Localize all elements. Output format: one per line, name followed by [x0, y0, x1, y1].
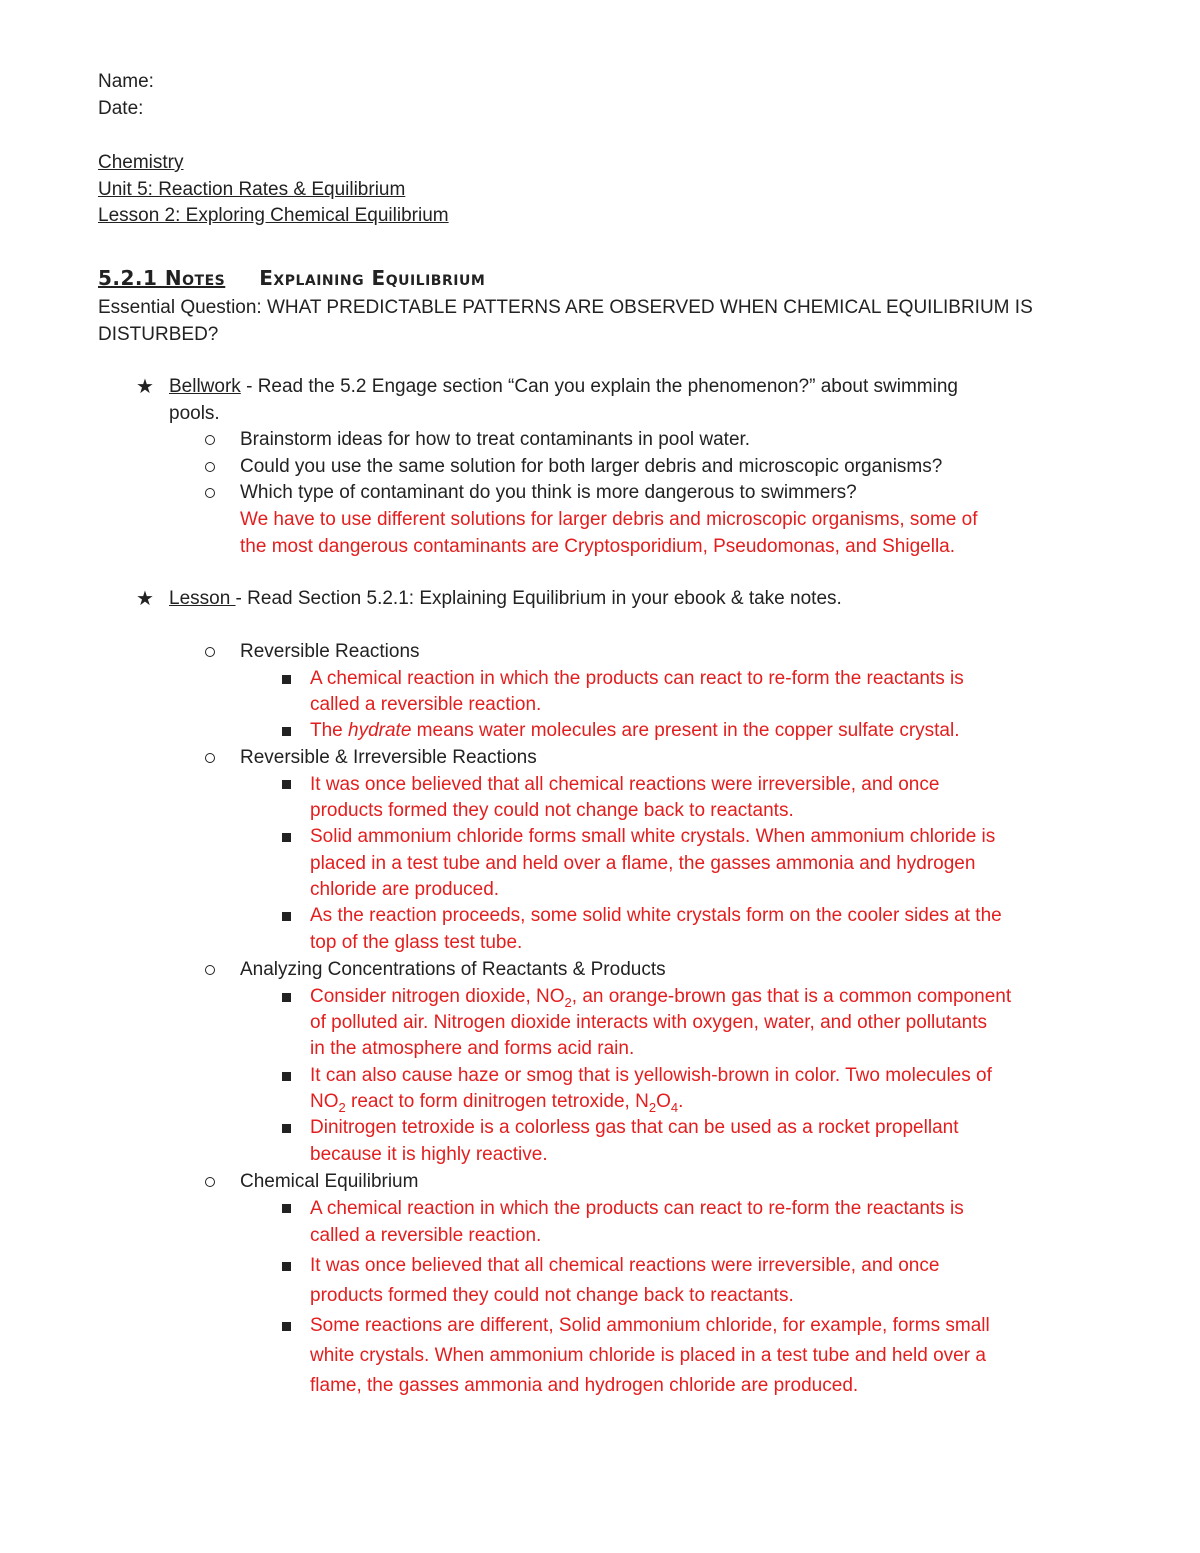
- star-bullet-icon: ★: [136, 588, 154, 610]
- square-bullet-icon: [282, 675, 291, 684]
- note-line: in the atmosphere and forms acid rain.: [310, 1038, 635, 1059]
- circle-bullet-icon: [205, 435, 215, 445]
- note-line: As the reaction proceeds, some solid white crystals form on the cooler sides at the: [310, 905, 1002, 926]
- circle-bullet-icon: [205, 488, 215, 498]
- square-bullet-icon: [282, 993, 291, 1002]
- square-bullet-icon: [282, 1072, 291, 1081]
- note-line: It was once believed that all chemical reactions were irreversible, and once: [310, 774, 940, 795]
- note-line: of polluted air. Nitrogen dioxide interacts with oxygen, water, and other pollutants: [310, 1012, 988, 1033]
- note-line: white crystals. When ammonium chloride is placed in a test tube and held over a: [310, 1345, 986, 1366]
- lesson-line: [169, 586, 842, 612]
- square-bullet-icon: [282, 1124, 291, 1133]
- bellwork-text: - Read the 5.2 Engage section “Can you explain the phenomenon?” about swimming: [240, 376, 958, 397]
- note-line: called a reversible reaction.: [310, 694, 542, 715]
- bellwork-item: Which type of contaminant do you think is more dangerous to swimmers?: [240, 482, 857, 503]
- note-line: flame, the gasses ammonia and hydrogen chloride are produced.: [310, 1375, 859, 1396]
- note-line-no2: [310, 984, 1011, 1010]
- note-line: products formed they could not change back to reactants.: [310, 1285, 794, 1306]
- note-line: placed in a test tube and held over a flame, the gasses ammonia and hydrogen: [310, 853, 976, 874]
- bellwork-answer-line1: We have to use different solutions for larger debris and microscopic organisms, some of: [240, 509, 978, 530]
- square-bullet-icon: [282, 727, 291, 736]
- square-bullet-icon: [282, 912, 291, 921]
- subscript: 2: [564, 994, 572, 1010]
- square-bullet-icon: [282, 1262, 291, 1271]
- note-line-hydrate: [310, 718, 960, 744]
- subscript: 2: [648, 1099, 657, 1115]
- note-text: react to form dinitrogen tetroxide, N: [345, 1091, 649, 1112]
- note-line: top of the glass test tube.: [310, 932, 523, 953]
- note-line: It can also cause haze or smog that is yellowish-brown in color. Two molecules of: [310, 1065, 992, 1086]
- star-bullet-icon: ★: [136, 376, 154, 398]
- lesson-text: - Read Section 5.2.1: Explaining Equilibrium in your ebook & take notes.: [235, 588, 842, 609]
- note-text: .: [678, 1091, 684, 1112]
- square-bullet-icon: [282, 780, 291, 789]
- course-title: Chemistry: [98, 152, 184, 173]
- section-heading-reversible: Reversible Reactions: [240, 641, 420, 662]
- lesson-title: Lesson 2: Exploring Chemical Equilibrium: [98, 205, 449, 226]
- note-emphasis: hydrate: [348, 720, 412, 741]
- square-bullet-icon: [282, 1204, 291, 1213]
- note-line: It was once believed that all chemical reactions were irreversible, and once: [310, 1255, 940, 1276]
- note-line: products formed they could not change back to reactants.: [310, 800, 794, 821]
- bellwork-item: Could you use the same solution for both larger debris and microscopic organisms?: [240, 456, 943, 477]
- note-text: O: [656, 1091, 671, 1112]
- bellwork-line2: pools.: [169, 403, 220, 424]
- section-heading-equilibrium: Chemical Equilibrium: [240, 1171, 419, 1192]
- circle-bullet-icon: [205, 753, 215, 763]
- note-line: Some reactions are different, Solid ammonium chloride, for example, forms small: [310, 1315, 990, 1336]
- note-text: means water molecules are present in the copper sulfate crystal.: [411, 720, 960, 741]
- circle-bullet-icon: [205, 647, 215, 657]
- note-text: The: [310, 720, 349, 741]
- note-line: called a reversible reaction.: [310, 1225, 542, 1246]
- notes-number: 5.2.1 Notes: [98, 266, 226, 290]
- subscript: 4: [670, 1099, 679, 1115]
- note-line: A chemical reaction in which the products can react to re-form the reactants is: [310, 668, 964, 689]
- note-line-n2o4: [310, 1089, 683, 1115]
- unit-title: Unit 5: Reaction Rates & Equilibrium: [98, 179, 406, 200]
- circle-bullet-icon: [205, 462, 215, 472]
- bellwork-answer-line2: the most dangerous contaminants are Cryptosporidium, Pseudomonas, and Shigella.: [240, 536, 956, 557]
- subscript: 2: [338, 1099, 346, 1115]
- name-label: Name:: [98, 71, 154, 92]
- lesson-label: Lesson: [169, 588, 236, 609]
- bellwork-label: Bellwork: [169, 376, 241, 397]
- date-label: Date:: [98, 98, 144, 119]
- note-line: A chemical reaction in which the products can react to re-form the reactants is: [310, 1198, 964, 1219]
- circle-bullet-icon: [205, 1177, 215, 1187]
- circle-bullet-icon: [205, 965, 215, 975]
- note-line: Solid ammonium chloride forms small white crystals. When ammonium chloride is: [310, 826, 996, 847]
- note-text: NO: [310, 1091, 339, 1112]
- square-bullet-icon: [282, 1322, 291, 1331]
- essential-question-line1: Essential Question: WHAT PREDICTABLE PATTERNS ARE OBSERVED WHEN CHEMICAL EQUILIBRIUM IS: [98, 297, 1033, 318]
- notes-topic: Explaining Equilibrium: [259, 266, 486, 290]
- square-bullet-icon: [282, 833, 291, 842]
- bellwork-line1: [169, 374, 958, 400]
- note-line: because it is highly reactive.: [310, 1144, 548, 1165]
- note-line: chloride are produced.: [310, 879, 500, 900]
- notes-heading: [98, 265, 485, 293]
- bellwork-item: Brainstorm ideas for how to treat contaminants in pool water.: [240, 429, 751, 450]
- essential-question-line2: DISTURBED?: [98, 324, 219, 345]
- note-line: Dinitrogen tetroxide is a colorless gas that can be used as a rocket propellant: [310, 1117, 959, 1138]
- note-text: , an orange-brown gas that is a common component: [571, 986, 1012, 1007]
- section-heading-rev-irrev: Reversible & Irreversible Reactions: [240, 747, 537, 768]
- note-text: Consider nitrogen dioxide, NO: [310, 986, 565, 1007]
- section-heading-concentrations: Analyzing Concentrations of Reactants & Products: [240, 959, 666, 980]
